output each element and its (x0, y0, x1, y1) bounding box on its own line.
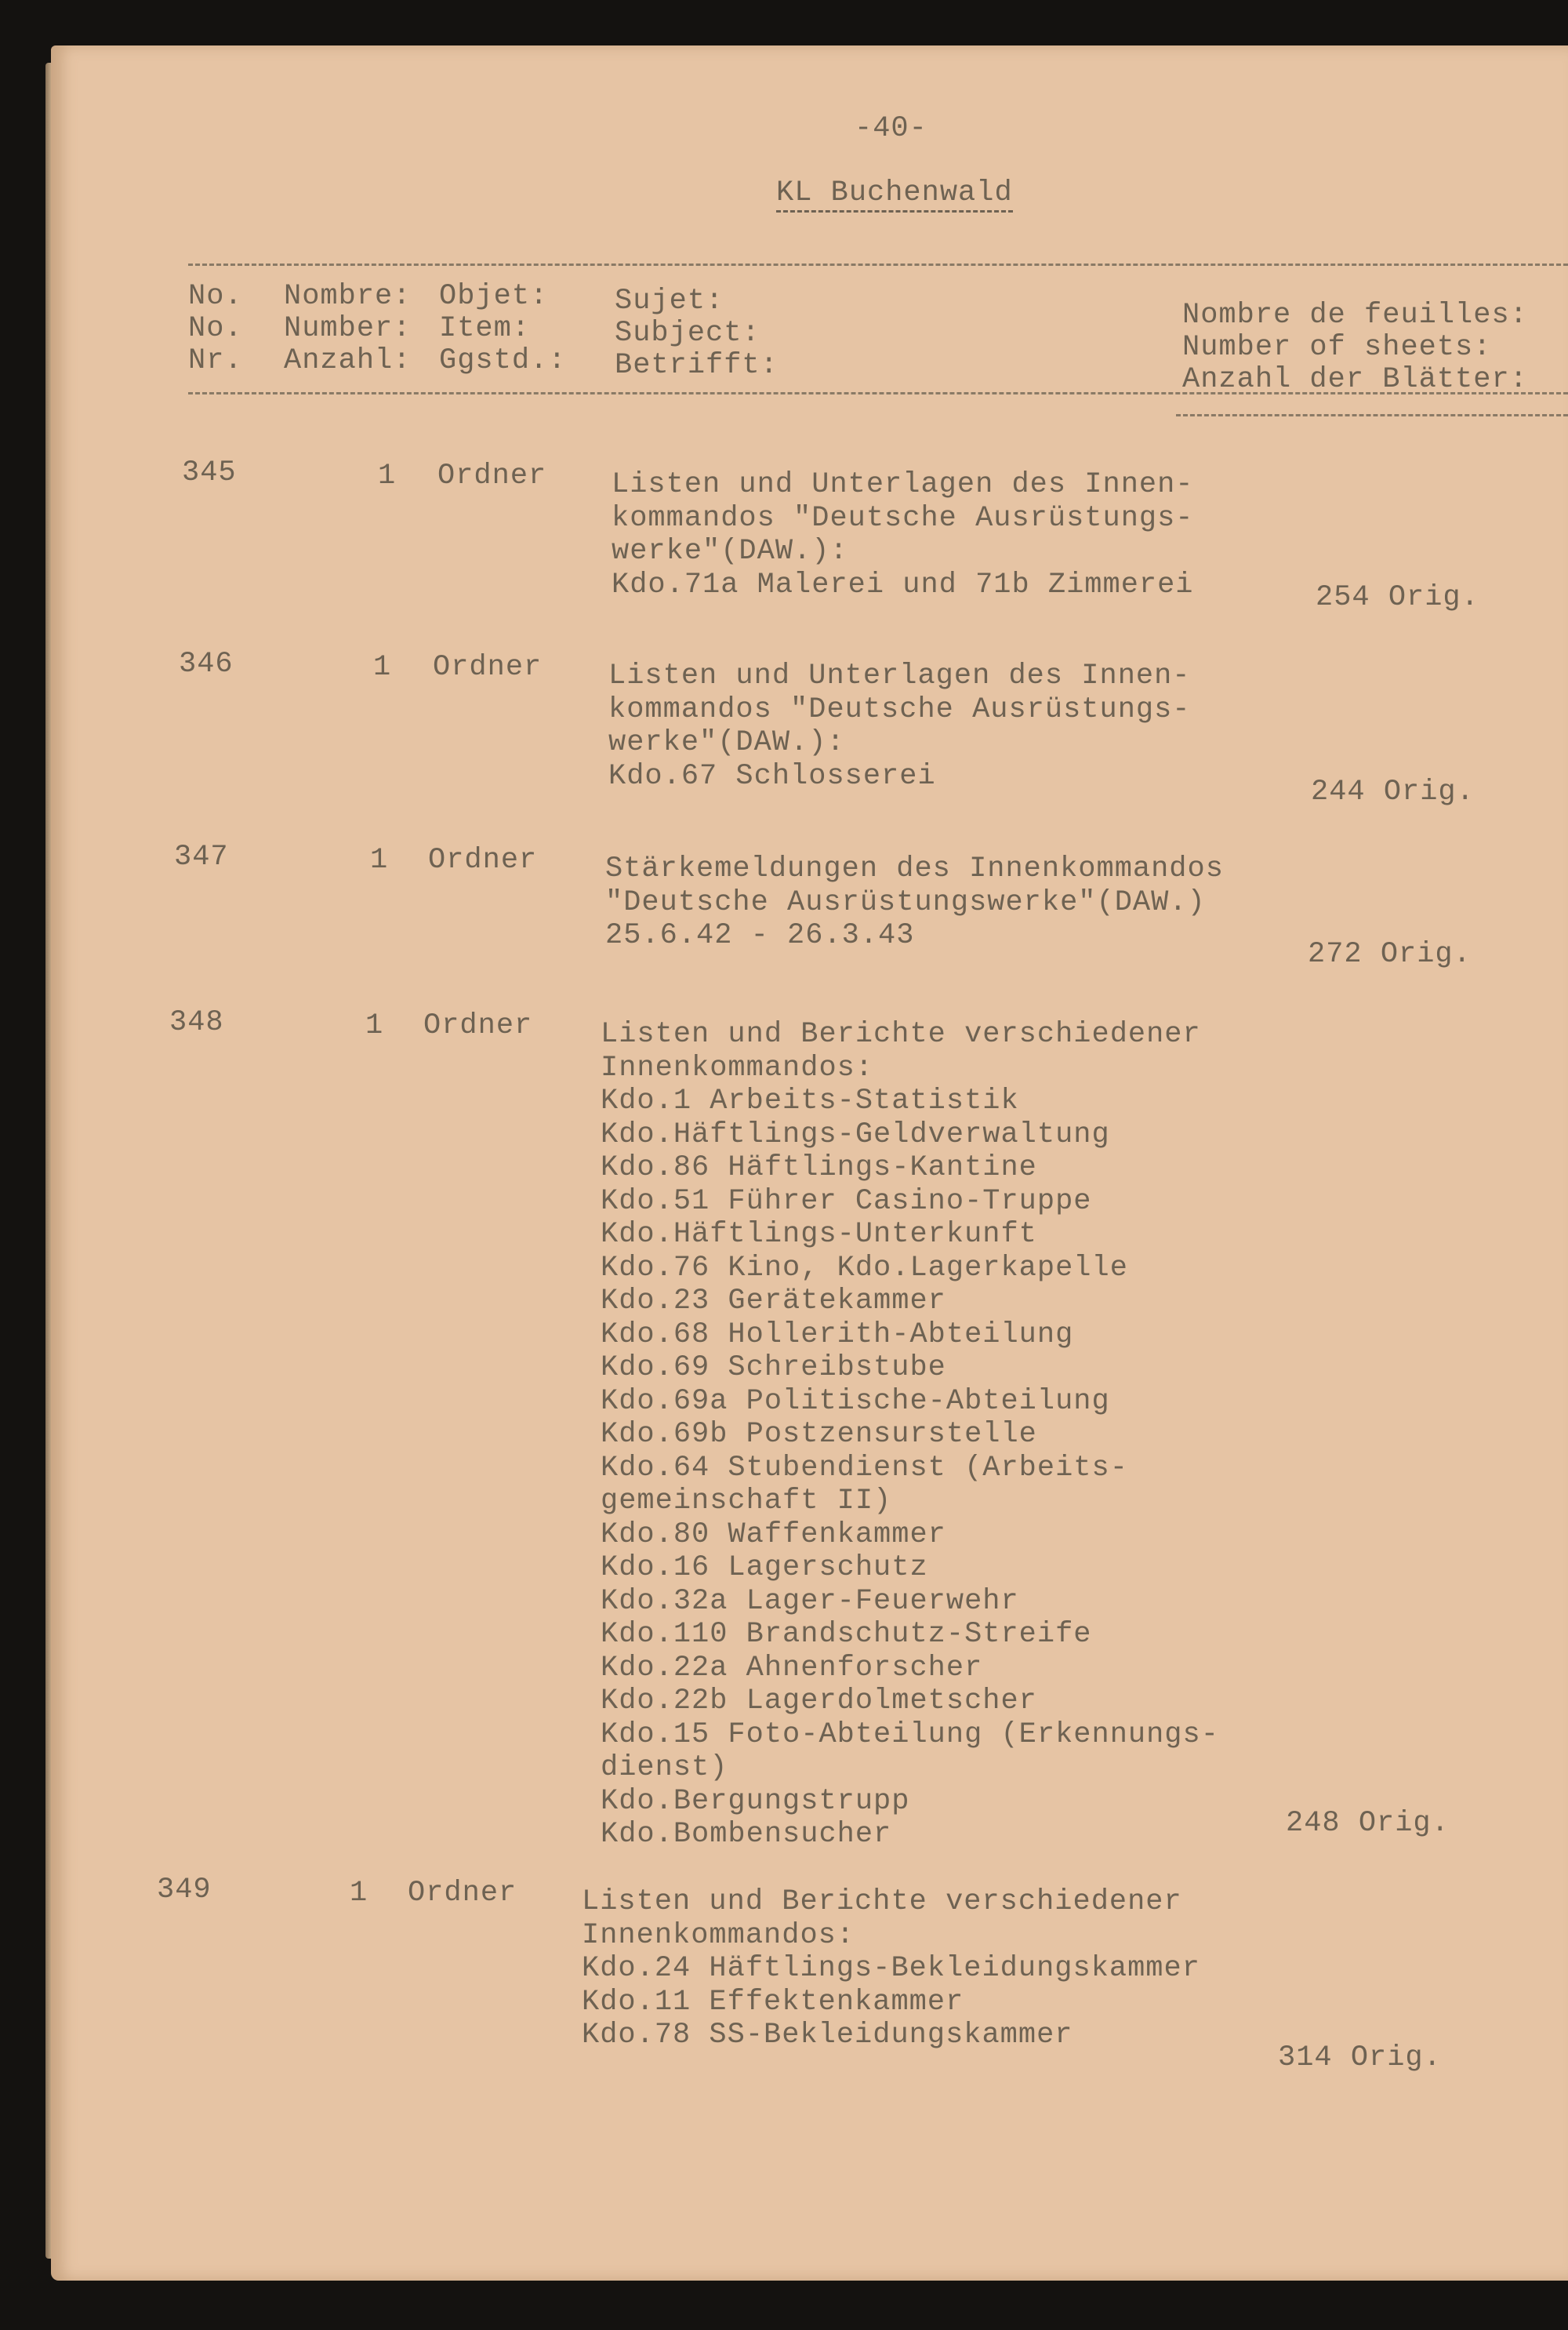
header-subject-de: Betrifft: (615, 349, 779, 382)
entry-number: 346 (179, 648, 234, 681)
entry-item: Ordner (408, 1877, 517, 1910)
entry-count: 1 (365, 1009, 384, 1042)
entry-subject-line: Listen und Unterlagen des Innen- (608, 660, 1191, 692)
entry-subject-line: Kdo.78 SS-Bekleidungskammer (582, 2019, 1073, 2052)
entry-subject (582, 1885, 1200, 2052)
entry-subject-line: Kdo.1 Arbeits-Statistik (601, 1085, 1019, 1118)
entry-subject-line: Kdo.110 Brandschutz-Streife (601, 1618, 1092, 1651)
page-title: KL Buchenwald (776, 177, 1013, 213)
entry-count: 1 (370, 844, 389, 877)
entry-subject-line: werke"(DAW.): (608, 726, 845, 759)
header-rule-bottom (188, 392, 1568, 394)
header-sheets-fr: Nombre de feuilles: (1182, 299, 1528, 332)
entry-subject-line: Kdo.22b Lagerdolmetscher (601, 1685, 1037, 1718)
entry-subject-line: Kdo.Bergungstrupp (601, 1784, 910, 1818)
header-count-de: Anzahl: (284, 344, 412, 377)
entry-subject-line: "Deutsche Ausrüstungswerke"(DAW.) (605, 885, 1206, 919)
entry-subject-line: Kdo.76 Kino, Kdo.Lagerkapelle (601, 1251, 1128, 1285)
page-number: -40- (855, 112, 927, 145)
header-count-en: Number: (284, 312, 412, 345)
entry-subject-line: 25.6.42 - 26.3.43 (605, 919, 915, 952)
entry-subject-line: Kdo.Bombensucher (601, 1818, 892, 1851)
entry-subject-line: Kdo.15 Foto-Abteilung (Erkennungs- (601, 1718, 1219, 1751)
header-rule-bottom-2 (1176, 414, 1568, 416)
entry-item: Ordner (428, 844, 538, 877)
entry-subject-line: Kdo.69a Politische-Abteilung (601, 1384, 1110, 1418)
header-count-fr: Nombre: (284, 280, 412, 313)
entry-count: 1 (373, 651, 392, 684)
header-rule-top (188, 264, 1568, 266)
entry-subject-line: Listen und Berichte verschiedener (601, 1018, 1201, 1051)
header-sheets-de: Anzahl der Blätter: (1182, 363, 1528, 396)
header-no-en: No. (188, 312, 243, 345)
entry-subject-line: Listen und Unterlagen des Innen- (612, 468, 1194, 501)
entry-number: 348 (169, 1006, 224, 1039)
entry-item: Ordner (433, 651, 543, 684)
entry-sheets: 254 Orig. (1316, 581, 1479, 614)
entry-subject-line: Stärkemeldungen des Innenkommandos (605, 852, 1224, 885)
header-subject-fr: Sujet: (615, 285, 724, 318)
entry-subject-line: Innenkommandos: (601, 1051, 874, 1085)
entry-sheets: 314 Orig. (1278, 2041, 1442, 2074)
entry-subject-line: kommandos "Deutsche Ausrüstungs- (608, 692, 1191, 726)
entry-item: Ordner (437, 460, 547, 493)
entry-subject-line: Kdo.22a Ahnenforscher (601, 1651, 983, 1685)
entry-subject (612, 468, 1194, 602)
entry-subject-line: Kdo.69b Postzensurstelle (601, 1418, 1037, 1451)
entry-subject-line: Kdo.80 Waffenkammer (601, 1518, 946, 1551)
entry-subject-line: gemeinschaft II) (601, 1485, 892, 1518)
entry-subject-line: Kdo.67 Schlosserei (608, 759, 936, 793)
header-sheets-en: Number of sheets: (1182, 331, 1492, 364)
entry-subject-line: Kdo.Häftlings-Geldverwaltung (601, 1118, 1110, 1151)
header-item-de: Ggstd.: (439, 344, 567, 377)
entry-subject-line: Kdo.69 Schreibstube (601, 1351, 946, 1384)
entry-subject (608, 660, 1191, 793)
entry-subject-line: Kdo.24 Häftlings-Bekleidungskammer (582, 1952, 1200, 1985)
entry-subject-line: Kdo.68 Hollerith-Abteilung (601, 1318, 1074, 1351)
entry-count: 1 (378, 460, 397, 493)
entry-subject-line: Kdo.32a Lager-Feuerwehr (601, 1584, 1019, 1618)
entry-subject-line: Listen und Berichte verschiedener (582, 1885, 1182, 1918)
entry-subject-line: Kdo.16 Lagerschutz (601, 1551, 928, 1584)
entry-count: 1 (350, 1877, 368, 1910)
entry-sheets: 272 Orig. (1308, 938, 1472, 971)
entry-subject-line: dienst) (601, 1751, 728, 1784)
entry-item: Ordner (423, 1009, 533, 1042)
entry-subject (605, 852, 1224, 953)
entry-number: 349 (157, 1874, 212, 1907)
entry-sheets: 244 Orig. (1311, 776, 1475, 809)
entry-subject-line: Kdo.11 Effektenkammer (582, 1985, 964, 2019)
entry-subject-line: werke"(DAW.): (612, 535, 848, 568)
entry-number: 347 (174, 841, 229, 874)
entry-subject-line: Innenkommandos: (582, 1918, 855, 1952)
header-no-de: Nr. (188, 344, 243, 377)
header-item-fr: Objet: (439, 280, 549, 313)
entry-subject-line: Kdo.23 Gerätekammer (601, 1285, 946, 1318)
header-item-en: Item: (439, 312, 531, 345)
entry-subject-line: Kdo.51 Führer Casino-Truppe (601, 1184, 1092, 1218)
header-no-fr: No. (188, 280, 243, 313)
entry-subject-line: Kdo.Häftlings-Unterkunft (601, 1218, 1037, 1251)
entry-number: 345 (182, 456, 237, 489)
entry-subject (601, 1018, 1219, 1852)
entry-subject-line: Kdo.86 Häftlings-Kantine (601, 1151, 1037, 1184)
entry-subject-line: kommandos "Deutsche Ausrüstungs- (612, 501, 1194, 535)
entry-subject-line: Kdo.71a Malerei und 71b Zimmerei (612, 568, 1194, 602)
entry-subject-line: Kdo.64 Stubendienst (Arbeits- (601, 1451, 1128, 1485)
entry-sheets: 248 Orig. (1286, 1807, 1450, 1840)
header-subject-en: Subject: (615, 317, 760, 350)
